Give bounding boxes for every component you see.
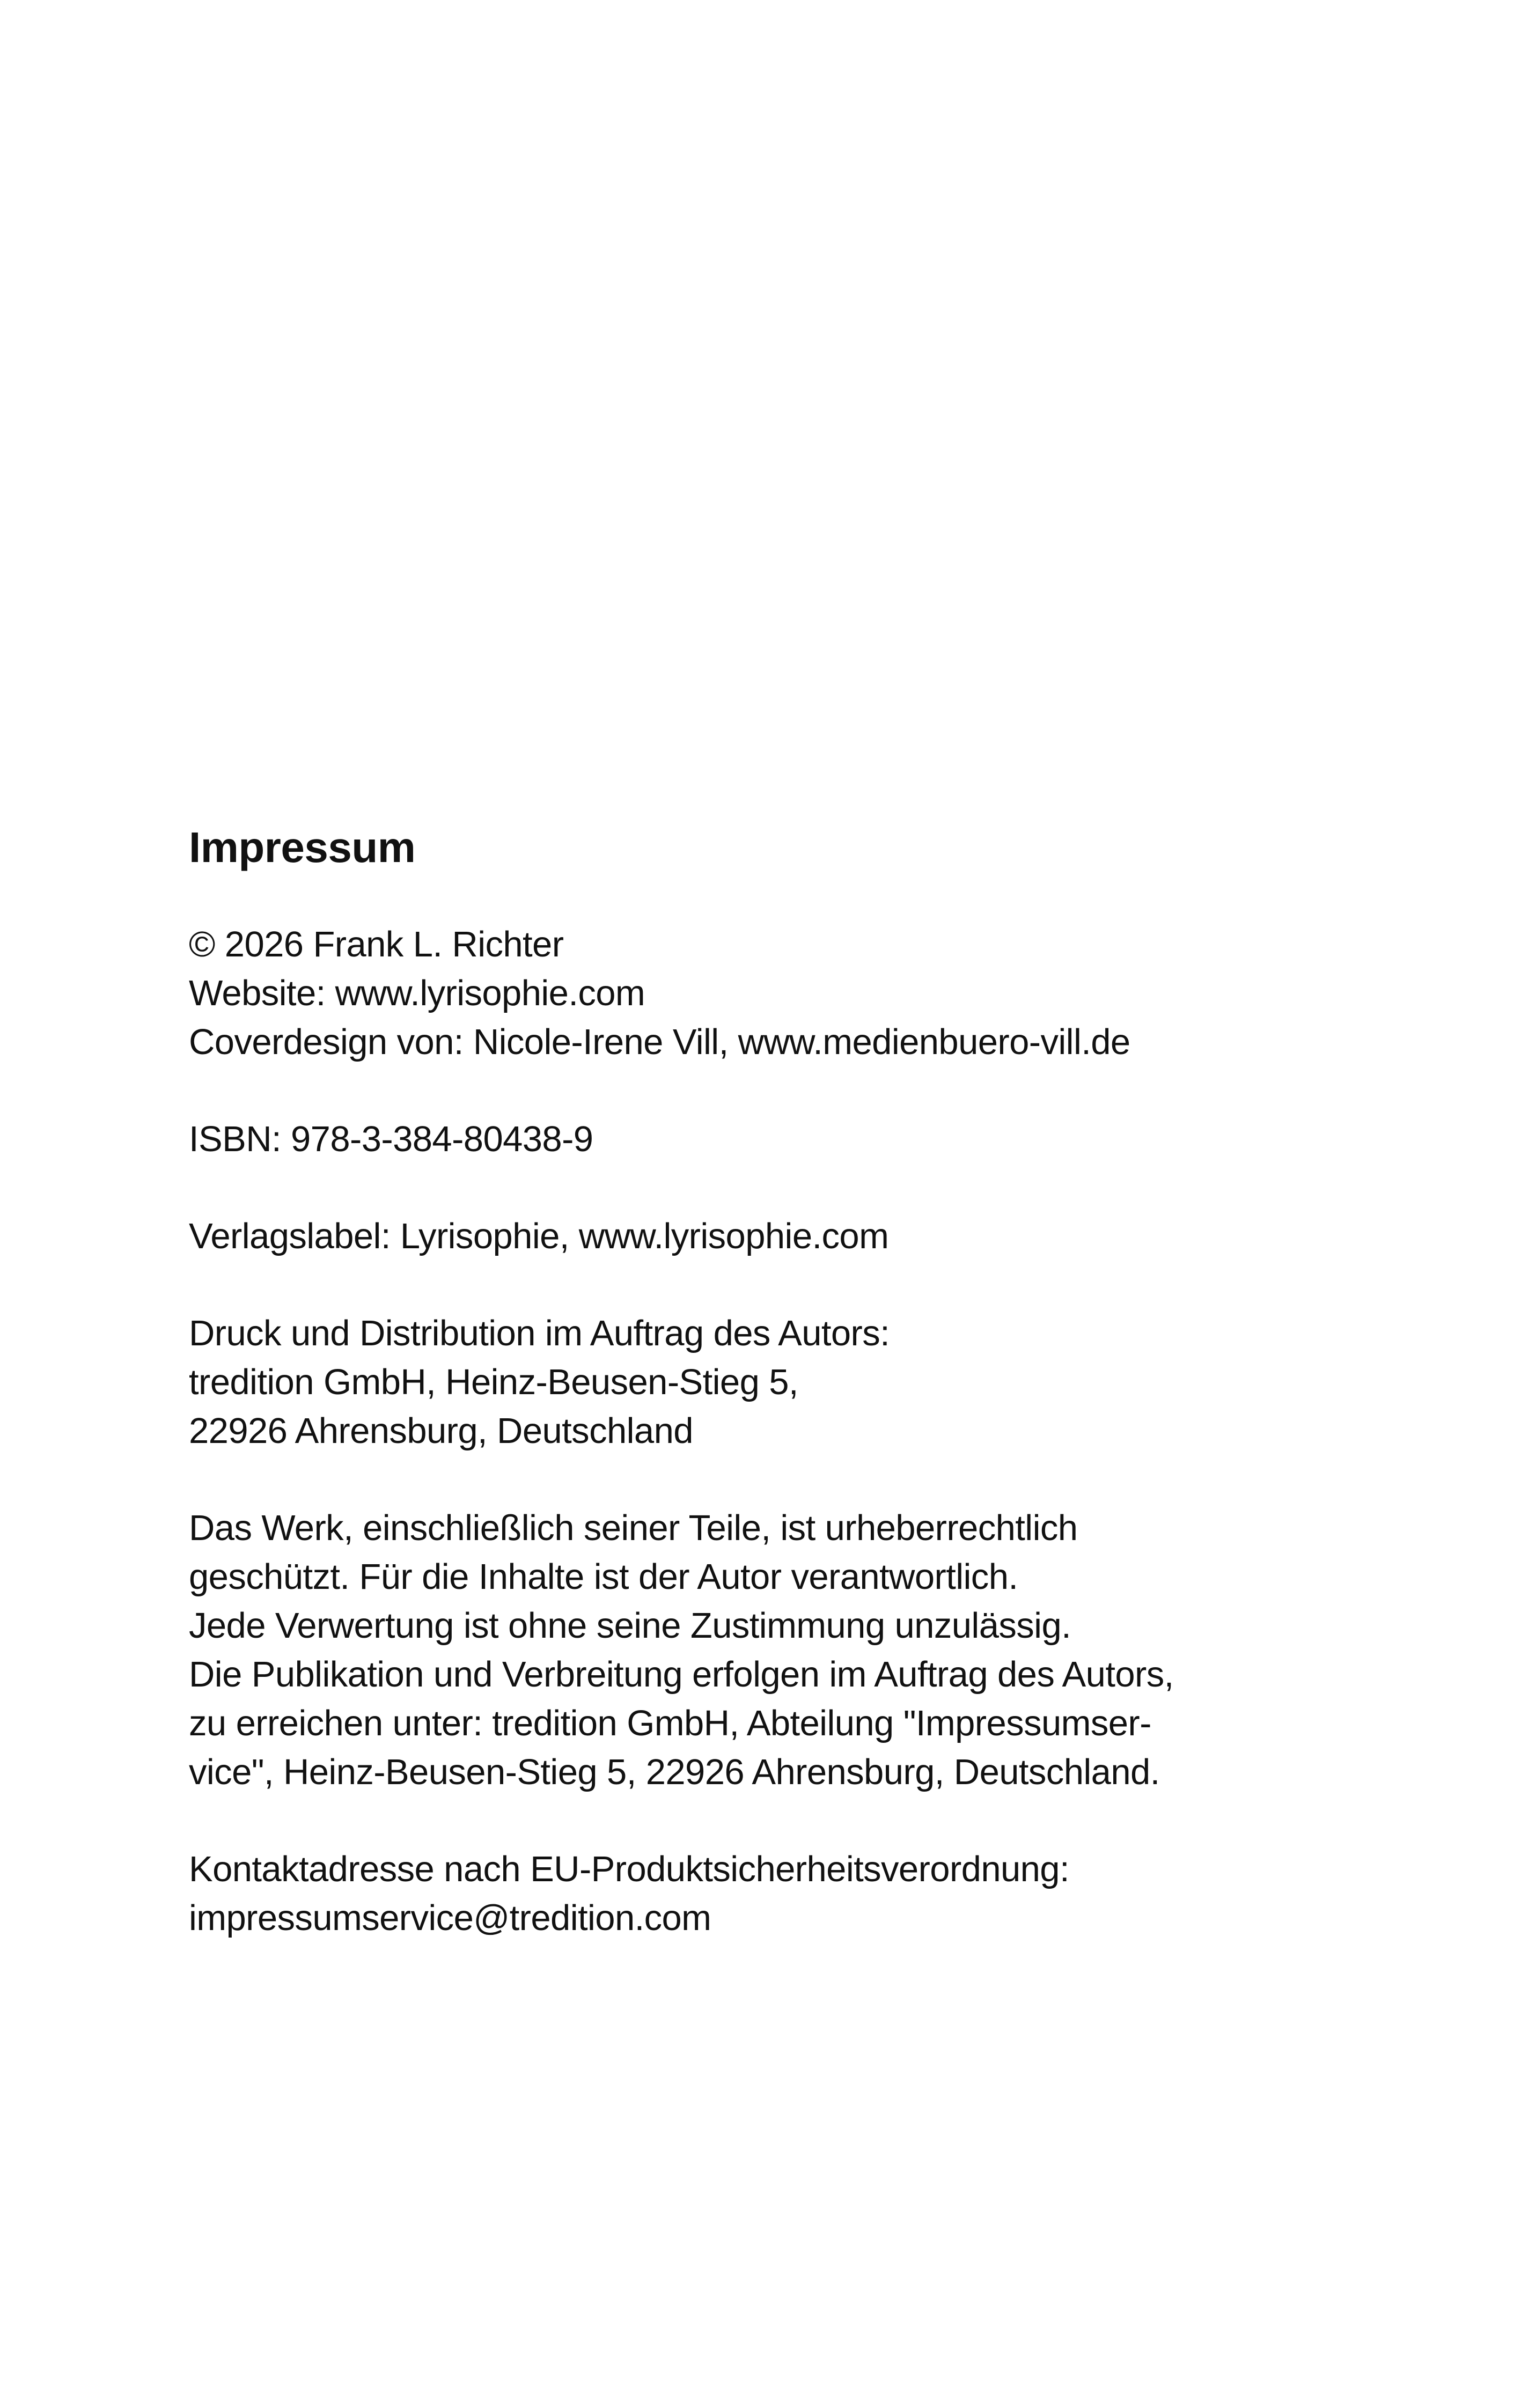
label-block: [189, 1212, 1342, 1261]
print-line-2: tredition GmbH, Heinz-Beusen-Stieg 5,: [189, 1362, 798, 1402]
contact-line-1: Kontaktadresse nach EU-Produktsicherheitsverordnung:: [189, 1849, 1069, 1889]
imprint-section: [189, 821, 1342, 1942]
website-line: Website: www.lyrisophie.com: [189, 973, 645, 1013]
print-block: [189, 1309, 1342, 1455]
copyright-line: © 2026 Frank L. Richter: [189, 924, 564, 964]
print-line-3: 22926 Ahrensburg, Deutschland: [189, 1411, 693, 1451]
rights-line-3: Jede Verwertung ist ohne seine Zustimmung unzulässig.: [189, 1606, 1071, 1646]
rights-block: [189, 1504, 1342, 1796]
rights-line-4: Die Publikation und Verbreitung erfolgen im Auftrag des Autors,: [189, 1654, 1174, 1695]
contact-block: [189, 1845, 1342, 1942]
publisher-label-line: Verlagslabel: Lyrisophie, www.lyrisophie.com: [189, 1216, 889, 1256]
isbn-line: ISBN: 978-3-384-80438-9: [189, 1119, 593, 1159]
rights-line-5: zu erreichen unter: tredition GmbH, Abteilung "Impressumser-: [189, 1703, 1151, 1743]
credits-block: [189, 920, 1342, 1066]
coverdesign-line: Coverdesign von: Nicole-Irene Vill, www.medienbuero-vill.de: [189, 1022, 1130, 1062]
imprint-title: Impressum: [189, 823, 416, 871]
print-line-1: Druck und Distribution im Auftrag des Autors:: [189, 1313, 890, 1353]
rights-line-1: Das Werk, einschließlich seiner Teile, ist urheberrechtlich: [189, 1508, 1078, 1548]
rights-line-6: vice", Heinz-Beusen-Stieg 5, 22926 Ahrensburg, Deutschland.: [189, 1752, 1160, 1792]
rights-line-2: geschützt. Für die Inhalte ist der Autor verantwortlich.: [189, 1557, 1018, 1597]
isbn-block: [189, 1115, 1342, 1164]
contact-email: impressumservice@tredition.com: [189, 1898, 711, 1938]
